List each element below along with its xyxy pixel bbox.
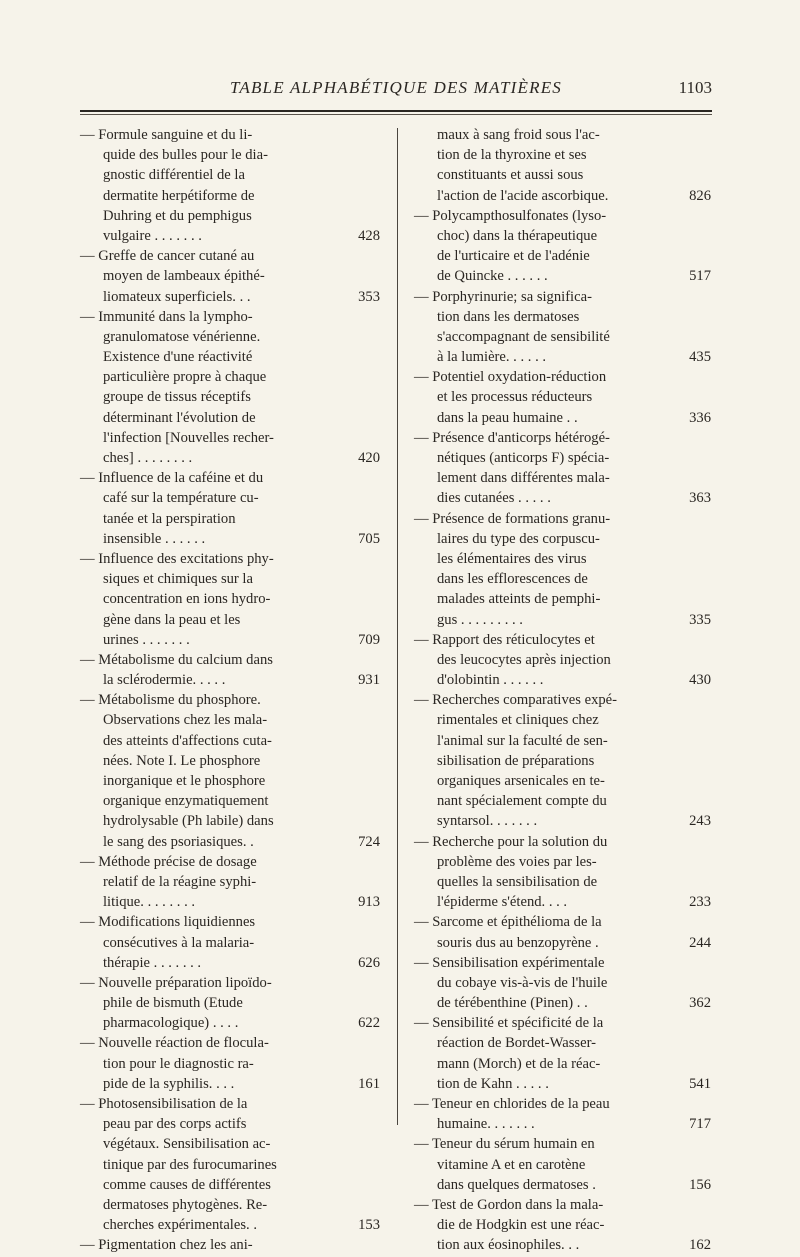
entry-line: — Formule sanguine et du li- bbox=[80, 127, 253, 143]
entry-page-number: 428 bbox=[358, 228, 380, 244]
entry-line: Existence d'une réactivité bbox=[103, 349, 253, 366]
entry-line: vitamine A et en carotène bbox=[437, 1156, 586, 1173]
right-column bbox=[414, 125, 711, 1256]
entry-line: s'accompagnant de sensibilité bbox=[437, 328, 610, 345]
column-divider bbox=[397, 128, 398, 1125]
entry-line: gus . . . . . . . . . bbox=[437, 611, 523, 628]
entry-line: et les processus réducteurs bbox=[437, 389, 593, 406]
entry-page-number: 156 bbox=[689, 1176, 711, 1193]
entry-line: inorganique et le phosphore bbox=[103, 773, 266, 789]
entry-line: dans les efflorescences de bbox=[437, 571, 588, 588]
index-entry bbox=[80, 246, 380, 307]
index-entry bbox=[414, 832, 711, 913]
index-entry bbox=[414, 287, 711, 368]
entry-line: gnostic différentiel de la bbox=[103, 167, 245, 184]
entry-line: — Nouvelle préparation lipoïdo- bbox=[80, 974, 272, 991]
index-entry bbox=[414, 125, 711, 206]
entry-line: le sang des psoriasiques. . bbox=[103, 833, 254, 850]
entry-line: de térébenthine (Pinen) . . bbox=[437, 995, 588, 1012]
entry-line: nant spécialement compte du bbox=[437, 793, 607, 810]
index-entry bbox=[80, 690, 380, 852]
entry-line: — Méthode précise de dosage bbox=[80, 853, 257, 870]
entry-page-number: 335 bbox=[689, 611, 711, 628]
header-rule bbox=[80, 110, 712, 113]
entry-line: nées. Note I. Le phosphore bbox=[103, 752, 261, 769]
entry-page-number: 420 bbox=[358, 450, 380, 467]
entry-line: liomateux superficiels. . . bbox=[103, 288, 251, 305]
entry-line: les élémentaires des virus bbox=[437, 550, 587, 567]
entry-line: — Recherche pour la solution du bbox=[414, 833, 608, 850]
entry-line: nétiques (anticorps F) spécia- bbox=[437, 450, 610, 466]
entry-line: comme causes de différentes bbox=[103, 1176, 271, 1193]
entry-line: à la lumière. . . . . . bbox=[437, 349, 547, 366]
entry-line: dans quelques dermatoses . bbox=[437, 1176, 596, 1193]
index-entry bbox=[80, 973, 380, 1034]
entry-line: végétaux. Sensibilisation ac- bbox=[103, 1136, 271, 1153]
index-entry bbox=[80, 1033, 380, 1094]
page-header bbox=[80, 76, 712, 106]
entry-line: — Nouvelle réaction de flocula- bbox=[80, 1035, 269, 1052]
entry-line: particulière propre à chaque bbox=[103, 369, 267, 386]
header-rule-thin bbox=[80, 114, 712, 115]
entry-line: siques et chimiques sur la bbox=[103, 571, 253, 588]
entry-page-number: 430 bbox=[689, 672, 711, 689]
entry-line: des leucocytes après injection bbox=[437, 651, 611, 668]
index-entry bbox=[414, 690, 711, 831]
entry-page-number: 244 bbox=[689, 934, 711, 951]
entry-line: constituants et aussi sous bbox=[437, 167, 584, 184]
entry-line: die de Hodgkin est une réac- bbox=[437, 1217, 605, 1234]
index-entry bbox=[414, 912, 711, 952]
entry-line: dermatite herpétiforme de bbox=[103, 187, 255, 204]
entry-page-number: 336 bbox=[689, 409, 711, 426]
running-title: TABLE ALPHABÉTIQUE DES MATIÈRES bbox=[230, 78, 562, 97]
entry-line: problème des voies par les- bbox=[437, 853, 597, 870]
entry-line: d'olobintin . . . . . . bbox=[437, 672, 544, 689]
entry-line: — Polycampthosulfonates (lyso- bbox=[414, 207, 607, 224]
entry-line: lement dans différentes mala- bbox=[437, 470, 610, 487]
entry-line: la sclérodermie. . . . . bbox=[103, 672, 226, 689]
entry-line: — Influence de la caféine et du bbox=[80, 470, 264, 487]
entry-line: l'épiderme s'étend. . . . bbox=[437, 894, 568, 911]
page-number: 1103 bbox=[678, 78, 712, 97]
entry-line: urines . . . . . . . bbox=[103, 631, 190, 648]
entry-line: relatif de la réagine syphi- bbox=[103, 873, 257, 890]
entry-page-number: 705 bbox=[358, 530, 380, 547]
entry-line: — Pigmentation chez les ani- bbox=[80, 1237, 253, 1254]
entry-line: quide des bulles pour le dia- bbox=[103, 147, 268, 164]
entry-line: consécutives à la malaria- bbox=[103, 934, 255, 951]
entry-line: insensible . . . . . . bbox=[103, 530, 206, 547]
index-entry bbox=[414, 630, 711, 691]
entry-line: granulomatose vénérienne. bbox=[103, 328, 261, 345]
entry-line: cherches expérimentales. . bbox=[103, 1217, 257, 1234]
entry-line: malades atteints de pemphi- bbox=[437, 591, 601, 608]
entry-line: de l'urticaire et de l'adénie bbox=[437, 248, 590, 265]
entry-line: quelles la sensibilisation de bbox=[437, 873, 598, 890]
entry-line: laires du type des corpuscu- bbox=[437, 530, 600, 547]
index-entry bbox=[80, 549, 380, 650]
header-rule-thick bbox=[80, 110, 712, 112]
entry-line: — Photosensibilisation de la bbox=[80, 1096, 248, 1112]
entry-page-number: 435 bbox=[689, 349, 711, 366]
entry-line: maux à sang froid sous l'ac- bbox=[437, 127, 600, 143]
index-entry bbox=[414, 1195, 711, 1256]
entry-line: réaction de Bordet-Wasser- bbox=[437, 1035, 596, 1052]
entry-line: — Présence d'anticorps hétérogé- bbox=[414, 429, 610, 446]
index-entry bbox=[414, 953, 711, 1014]
entry-line: vulgaire . . . . . . . bbox=[103, 227, 202, 244]
index-entry bbox=[414, 1134, 711, 1195]
entry-line: des atteints d'affections cuta- bbox=[103, 732, 272, 749]
entry-line: du cobaye vis-à-vis de l'huile bbox=[437, 974, 608, 991]
entry-line: — Rapport des réticulocytes et bbox=[414, 631, 595, 648]
index-entry bbox=[414, 428, 711, 509]
entry-page-number: 931 bbox=[358, 672, 380, 689]
entry-line: pharmacologique) . . . . bbox=[103, 1015, 239, 1032]
entry-line: café sur la température cu- bbox=[103, 490, 259, 507]
index-entry bbox=[414, 367, 711, 428]
entry-line: dies cutanées . . . . . bbox=[437, 490, 551, 507]
entry-page-number: 541 bbox=[689, 1075, 711, 1092]
entry-page-number: 717 bbox=[689, 1116, 711, 1133]
entry-line: — Greffe de cancer cutané au bbox=[80, 248, 255, 265]
entry-page-number: 153 bbox=[358, 1217, 380, 1234]
index-entry bbox=[80, 852, 380, 913]
index-entry bbox=[80, 912, 380, 973]
entry-line: dans la peau humaine . . bbox=[437, 409, 578, 426]
entry-page-number: 517 bbox=[689, 268, 711, 285]
entry-line: — Présence de formations granu- bbox=[414, 510, 611, 527]
entry-page-number: 162 bbox=[689, 1237, 711, 1254]
entry-line: syntarsol. . . . . . . bbox=[437, 813, 538, 830]
entry-line: — Porphyrinurie; sa significa- bbox=[414, 288, 592, 305]
entry-line: — Test de Gordon dans la mala- bbox=[414, 1196, 604, 1213]
entry-page-number: 709 bbox=[358, 631, 380, 648]
entry-line: — Sensibilité et spécificité de la bbox=[414, 1015, 604, 1032]
entry-line: dermatoses phytogènes. Re- bbox=[103, 1196, 268, 1213]
entry-line: tion de Kahn . . . . . bbox=[437, 1075, 549, 1092]
entry-line: moyen de lambeaux épithé- bbox=[103, 268, 265, 285]
entry-line: pide de la syphilis. . . . bbox=[103, 1075, 235, 1092]
entry-page-number: 362 bbox=[689, 995, 711, 1012]
entry-page-number: 913 bbox=[358, 894, 380, 911]
index-entry bbox=[414, 1013, 711, 1094]
entry-line: souris dus au benzopyrène . bbox=[437, 934, 599, 951]
entry-line: tion dans les dermatoses bbox=[437, 308, 580, 325]
entry-line: — Sensibilisation expérimentale bbox=[414, 954, 605, 971]
index-entry bbox=[80, 650, 380, 690]
entry-line: — Influence des excitations phy- bbox=[80, 550, 274, 567]
entry-line: — Métabolisme du calcium dans bbox=[80, 651, 273, 668]
entry-line: sibilisation de préparations bbox=[437, 752, 595, 769]
entry-page-number: 233 bbox=[689, 894, 711, 911]
entry-line: thérapie . . . . . . . bbox=[103, 954, 202, 971]
entry-page-number: 161 bbox=[358, 1075, 380, 1092]
entry-line: peau par des corps actifs bbox=[103, 1116, 247, 1133]
entry-line: — Recherches comparatives expé- bbox=[414, 692, 618, 709]
index-entry bbox=[414, 509, 711, 630]
entry-line: tion de la thyroxine et ses bbox=[437, 147, 587, 164]
entry-line: — Immunité dans la lympho- bbox=[80, 308, 253, 325]
left-column bbox=[80, 125, 380, 1256]
entry-line: l'infection [Nouvelles recher- bbox=[103, 429, 274, 446]
entry-line: rimentales et cliniques chez bbox=[437, 712, 599, 729]
entry-line: — Modifications liquidiennes bbox=[80, 914, 256, 931]
entry-line: gène dans la peau et les bbox=[103, 611, 241, 628]
entry-line: tanée et la perspiration bbox=[103, 510, 236, 527]
entry-line: — Teneur en chlorides de la peau bbox=[414, 1096, 610, 1112]
entry-line: choc) dans la thérapeutique bbox=[437, 227, 598, 244]
index-entry bbox=[414, 1094, 711, 1134]
index-entry bbox=[80, 468, 380, 549]
entry-line: — Métabolisme du phosphore. bbox=[80, 692, 261, 709]
index-entry bbox=[80, 1094, 380, 1235]
index-entry bbox=[80, 125, 380, 246]
entry-line: Observations chez les mala- bbox=[103, 712, 268, 729]
entry-line: litique. . . . . . . . bbox=[103, 894, 196, 911]
entry-line: phile de bismuth (Etude bbox=[103, 995, 243, 1012]
entry-line: concentration en ions hydro- bbox=[103, 591, 271, 608]
entry-line: l'animal sur la faculté de sen- bbox=[437, 732, 608, 749]
entry-page-number: 363 bbox=[689, 490, 711, 507]
entry-line: organiques arsenicales en te- bbox=[437, 773, 605, 789]
entry-line: — Potentiel oxydation-réduction bbox=[414, 369, 607, 386]
entry-line: tion aux éosinophiles. . . bbox=[437, 1237, 580, 1254]
entry-line: organique enzymatiquement bbox=[103, 793, 269, 810]
entry-page-number: 622 bbox=[358, 1015, 380, 1032]
entry-page-number: 243 bbox=[689, 813, 711, 830]
entry-line: l'action de l'acide ascorbique. bbox=[437, 187, 609, 204]
entry-page-number: 626 bbox=[358, 954, 380, 971]
entry-line: Duhring et du pemphigus bbox=[103, 207, 252, 224]
entry-line: tinique par des furocumarines bbox=[103, 1156, 277, 1173]
entry-line: tion pour le diagnostic ra- bbox=[103, 1055, 254, 1072]
entry-line: hydrolysable (Ph labile) dans bbox=[103, 813, 274, 830]
index-entry bbox=[80, 307, 380, 469]
entry-line: — Teneur du sérum humain en bbox=[414, 1136, 595, 1153]
entry-line: mann (Morch) et de la réac- bbox=[437, 1055, 601, 1072]
entry-page-number: 353 bbox=[358, 288, 380, 305]
entry-page-number: 724 bbox=[358, 833, 380, 850]
entry-line: — Sarcome et épithélioma de la bbox=[414, 914, 602, 931]
index-entry bbox=[414, 206, 711, 287]
entry-line: humaine. . . . . . . bbox=[437, 1116, 535, 1133]
entry-line: groupe de tissus réceptifs bbox=[103, 389, 251, 406]
entry-line: ches] . . . . . . . . bbox=[103, 450, 193, 466]
entry-line: de Quincke . . . . . . bbox=[437, 268, 548, 285]
entry-page-number: 826 bbox=[689, 187, 711, 204]
index-entry bbox=[80, 1235, 380, 1255]
entry-line: déterminant l'évolution de bbox=[103, 409, 256, 426]
